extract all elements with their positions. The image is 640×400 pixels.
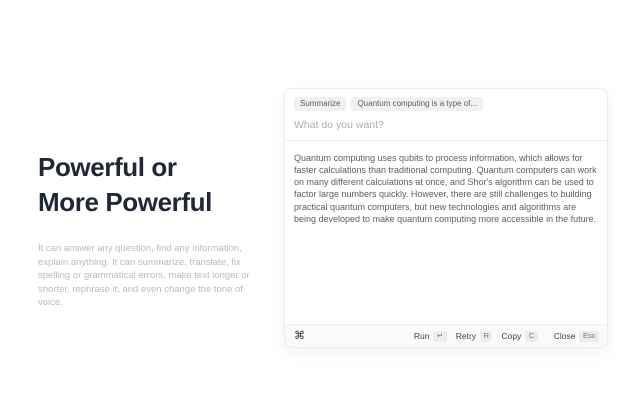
close-label: Close [553, 331, 576, 341]
run-key-badge: ↵ [433, 331, 446, 342]
retry-button[interactable] [456, 331, 493, 342]
hero-section [38, 150, 256, 310]
chip-context[interactable]: Quantum computing is a type of... [351, 97, 483, 111]
output-text: Quantum computing uses qubits to process information, which allows for faster calculations than traditional computing. Quantum computers can work on many different calculations at once, and Shor's algorithm can be used to factor large numbers quickly. However, there are still challenges to building practical quantum computers, but new technologies and algorithms are being developed to make quantum computing more accessible in the future. [294, 152, 597, 224]
prompt-input[interactable] [294, 119, 598, 131]
shortcut-bar [414, 331, 599, 342]
close-button[interactable] [554, 331, 599, 342]
run-button[interactable] [414, 331, 447, 342]
card-header [285, 89, 607, 141]
chip-summarize[interactable]: Summarize [294, 97, 346, 111]
hero-description: It can answer any question, find any information, explain anything. It can summarize, translate, fix spelling or grammatical errors, make text longer or shorter, rephrase it, and even change the tone of voice. [38, 243, 250, 308]
page-title [38, 150, 256, 220]
command-icon: ⌘ [294, 329, 305, 342]
card-footer [285, 324, 607, 347]
retry-key-badge: R [480, 331, 492, 342]
copy-button[interactable] [501, 331, 537, 342]
close-key-badge: Esc [579, 331, 599, 342]
chips-row [294, 97, 598, 111]
output-area [285, 141, 607, 226]
retry-label: Retry [455, 331, 477, 341]
page-title-line2: More Powerful [38, 187, 212, 217]
copy-key-badge: C [525, 331, 537, 342]
page-title-line1: Powerful or [38, 152, 177, 182]
copy-label: Copy [501, 331, 522, 341]
assistant-card [284, 88, 608, 348]
run-label: Run [413, 331, 430, 341]
